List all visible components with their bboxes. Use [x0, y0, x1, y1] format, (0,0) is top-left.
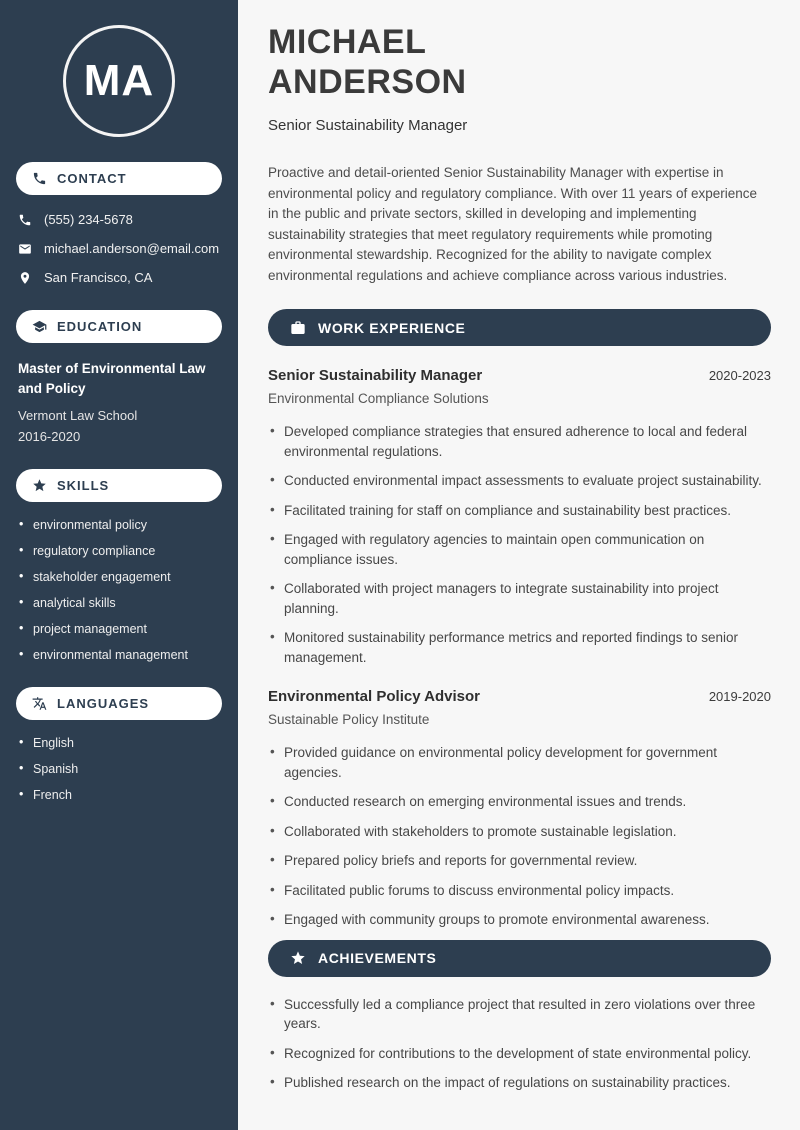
skills-section-label: SKILLS: [57, 478, 110, 493]
job-bullet-list: [268, 422, 771, 667]
contact-phone-value: (555) 234-5678: [44, 212, 133, 227]
skill-item: • regulatory compliance: [18, 544, 220, 558]
job-bullet: • Engaged with community groups to promote environmental awareness.: [268, 910, 771, 930]
achievements-section-header: [268, 940, 771, 977]
translate-icon: [32, 696, 47, 711]
job-header: [268, 367, 771, 384]
avatar: [63, 25, 175, 137]
achievements-list: [268, 995, 771, 1093]
achievement-bullet: • Recognized for contributions to the development of state environmental policy.: [268, 1044, 771, 1064]
job-bullet: • Monitored sustainability performance metrics and reported findings to senior management.: [268, 628, 771, 667]
job-company: Sustainable Policy Institute: [268, 712, 430, 727]
job-entry: [268, 367, 771, 667]
languages-list: [16, 736, 222, 802]
languages-section-label: LANGUAGES: [57, 696, 150, 711]
job-bullet: • Provided guidance on environmental policy development for government agencies.: [268, 743, 771, 782]
skills-section-header: [16, 469, 222, 502]
main-content: [238, 0, 800, 1130]
avatar-initials: MA: [83, 56, 155, 105]
language-item: • French: [18, 788, 220, 802]
contact-section-header: [16, 162, 222, 195]
achievement-bullet: • Published research on the impact of regulations on sustainability practices.: [268, 1073, 771, 1093]
education-section-label: EDUCATION: [57, 319, 143, 334]
job-bullet: • Engaged with regulatory agencies to maintain open communication on compliance issues.: [268, 530, 771, 569]
star-icon: [32, 478, 47, 493]
education-school: Vermont Law School: [18, 408, 138, 423]
contact-location-row: [18, 270, 220, 285]
work-experience-section-header: [268, 309, 771, 346]
person-name-line1: MICHAEL: [268, 23, 427, 61]
contact-list: [16, 212, 222, 285]
contact-email-value: michael.anderson@email.com: [44, 241, 220, 256]
skill-item: • environmental management: [18, 648, 220, 662]
job-bullet: • Facilitated training for staff on compliance and sustainability best practices.: [268, 501, 771, 521]
job-bullet: • Developed compliance strategies that ensured adherence to local and federal environmental regulations.: [268, 422, 771, 461]
education-dates: 2016-2020: [18, 429, 81, 444]
achievements-section-label: ACHIEVEMENTS: [318, 950, 437, 966]
job-bullet: • Collaborated with project managers to integrate sustainability into project planning.: [268, 579, 771, 618]
job-bullet: • Conducted environmental impact assessments to evaluate project sustainability.: [268, 471, 771, 491]
work-experience-section-label: WORK EXPERIENCE: [318, 319, 466, 336]
language-item: • Spanish: [18, 762, 220, 776]
job-bullet-list: [268, 743, 771, 930]
sidebar: [0, 0, 238, 1130]
job-bullet: • Collaborated with stakeholders to promote sustainable legislation.: [268, 822, 771, 842]
email-icon: [18, 242, 32, 256]
education-entry: [16, 359, 222, 444]
languages-section-header: [16, 687, 222, 720]
avatar-wrap: [16, 25, 222, 137]
phone-icon: [18, 213, 32, 227]
contact-email-row: [18, 241, 220, 256]
skill-item: • project management: [18, 622, 220, 636]
contact-section-label: CONTACT: [57, 171, 127, 186]
skill-item: • stakeholder engagement: [18, 570, 220, 584]
skills-list: [16, 518, 222, 662]
job-title: Senior Sustainability Manager: [268, 367, 483, 384]
achievement-bullet: • Successfully led a compliance project that resulted in zero violations over three years.: [268, 995, 771, 1034]
person-title: Senior Sustainability Manager: [268, 117, 468, 134]
job-bullet: • Conducted research on emerging environmental issues and trends.: [268, 792, 771, 812]
skill-item: • environmental policy: [18, 518, 220, 532]
job-dates: 2019-2020: [708, 689, 771, 704]
contact-location-value: San Francisco, CA: [44, 270, 153, 285]
job-company: Environmental Compliance Solutions: [268, 391, 489, 406]
person-name-line2: ANDERSON: [268, 63, 467, 101]
job-entry: [268, 688, 771, 930]
summary-paragraph: Proactive and detail-oriented Senior Sustainability Manager with expertise in environmental policy and regulatory compliance. With over 11 years of experience in the public and private sectors, skilled in developing and implementing sustainability strategies that meet regulatory requirements while promoting environmental stewardship. Recognized for the ability to navigate complex environmental regulations and achieve compliance across various industries.: [268, 165, 757, 283]
job-bullet: • Facilitated public forums to discuss environmental policy impacts.: [268, 881, 771, 901]
job-title: Environmental Policy Advisor: [268, 688, 480, 705]
job-dates: 2020-2023: [708, 368, 771, 383]
language-item: • English: [18, 736, 220, 750]
job-header: [268, 688, 771, 705]
education-section-header: [16, 310, 222, 343]
person-name: [268, 22, 771, 102]
skill-item: • analytical skills: [18, 596, 220, 610]
phone-icon: [32, 171, 47, 186]
graduation-cap-icon: [32, 319, 47, 334]
job-bullet: • Prepared policy briefs and reports for governmental review.: [268, 851, 771, 871]
education-degree: Master of Environmental Law and Policy: [18, 361, 206, 396]
star-icon: [290, 950, 306, 966]
location-icon: [18, 271, 32, 285]
contact-phone-row: [18, 212, 220, 227]
briefcase-icon: [290, 320, 306, 336]
